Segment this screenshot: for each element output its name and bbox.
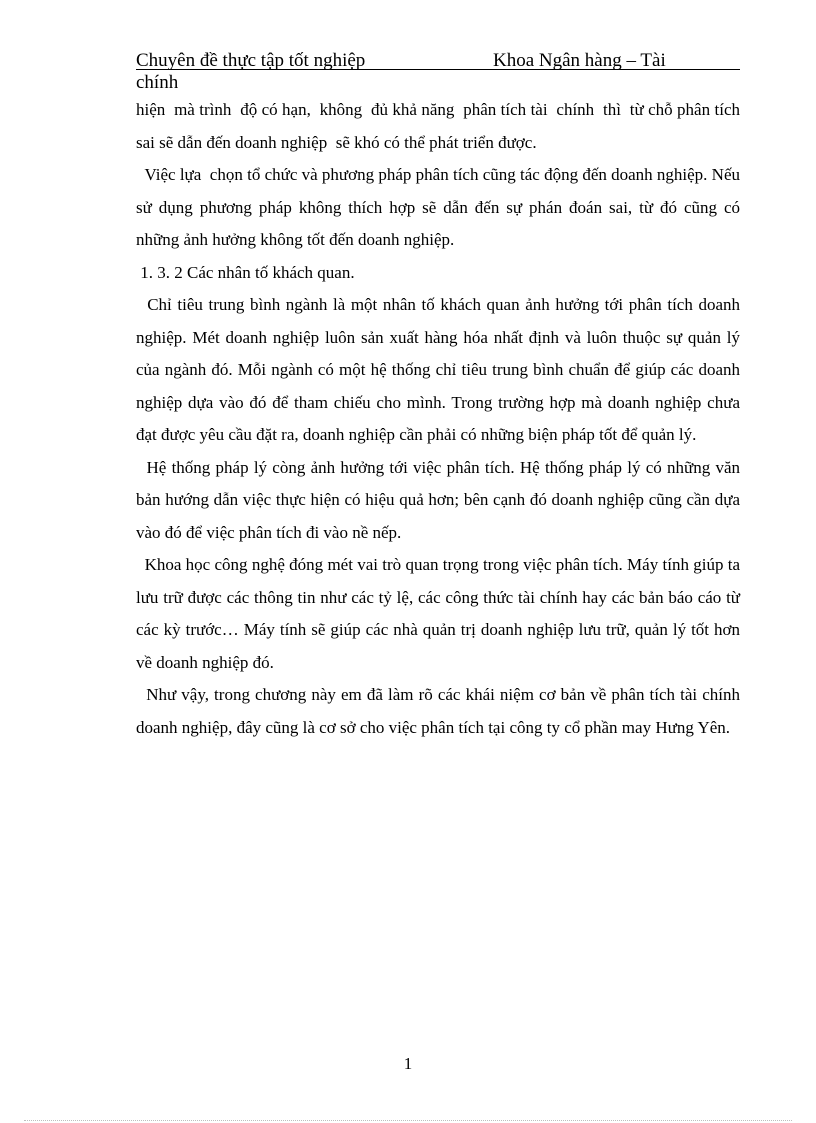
page-header <box>136 50 740 94</box>
page-bottom-divider <box>24 1120 792 1121</box>
paragraph-5: Khoa học công nghệ đóng mét vai trò quan trọng trong việc phân tích. Máy tính giúp ta lưu trữ được các thông tin như các tỷ lệ, các công thức tài chính hay các bản báo cáo từ các kỳ trước… Máy tính sẽ giúp các nhà quản trị doanh nghiệp lưu trữ, quản lý tốt hơn về doanh nghiệp đó. <box>136 555 745 672</box>
page-number: 1 <box>403 1054 413 1073</box>
paragraph-1: hiện mà trình độ có hạn, không đủ khả năng phân tích tài chính thì từ chỗ phân tích sai sẽ dẫn đến doanh nghiệp sẽ khó có thể phát triển được. <box>136 100 745 152</box>
header-department: Khoa Ngân hàng – Tài <box>493 50 666 71</box>
body-text <box>136 94 745 744</box>
header-rule <box>136 69 740 70</box>
section-heading: 1. 3. 2 Các nhân tố khách quan. <box>136 262 355 282</box>
paragraph-4: Hệ thống pháp lý còng ảnh hưởng tới việc phân tích. Hệ thống pháp lý có những văn bản hướng dẫn việc thực hiện có hiệu quả hơn; bên cạnh đó doanh nghiệp cũng cần dựa vào đó để việc phân tích đi vào nề nếp. <box>136 457 745 542</box>
paragraph-2: Việc lựa chọn tổ chức và phương pháp phân tích cũng tác động đến doanh nghiệp. Nếu sử dụng phương pháp không thích hợp sẽ dẫn đến sự phán đoán sai, từ đó cũng có những ảnh hưởng không tốt đến doanh nghiệp. <box>136 165 745 249</box>
paragraph-6: Như vậy, trong chương này em đã làm rõ các khái niệm cơ bản về phân tích tài chính doanh nghiệp, đây cũng là cơ sở cho việc phân tích tại công ty cổ phần may Hưng Yên. <box>136 685 745 737</box>
header-document-title: Chuyên đề thực tập tốt nghiệp <box>136 50 366 71</box>
header-line <box>136 50 740 72</box>
header-continuation: chính <box>136 72 179 93</box>
paragraph-3: Chỉ tiêu trung bình ngành là một nhân tố khách quan ảnh hưởng tới phân tích doanh nghiệp. Mét doanh nghiệp luôn sản xuất hàng hóa nhất định và luôn thuộc sự quản lý của ngành đó. Mỗi ngành có một hệ thống chỉ tiêu trung bình chuẩn để giúp các doanh nghiệp dựa vào đó để tham chiếu cho mình. Trong trường hợp mà doanh nghiệp chưa đạt được yêu cầu đặt ra, doanh nghiệp cần phải có những biện pháp tốt để quản lý. <box>136 295 745 444</box>
